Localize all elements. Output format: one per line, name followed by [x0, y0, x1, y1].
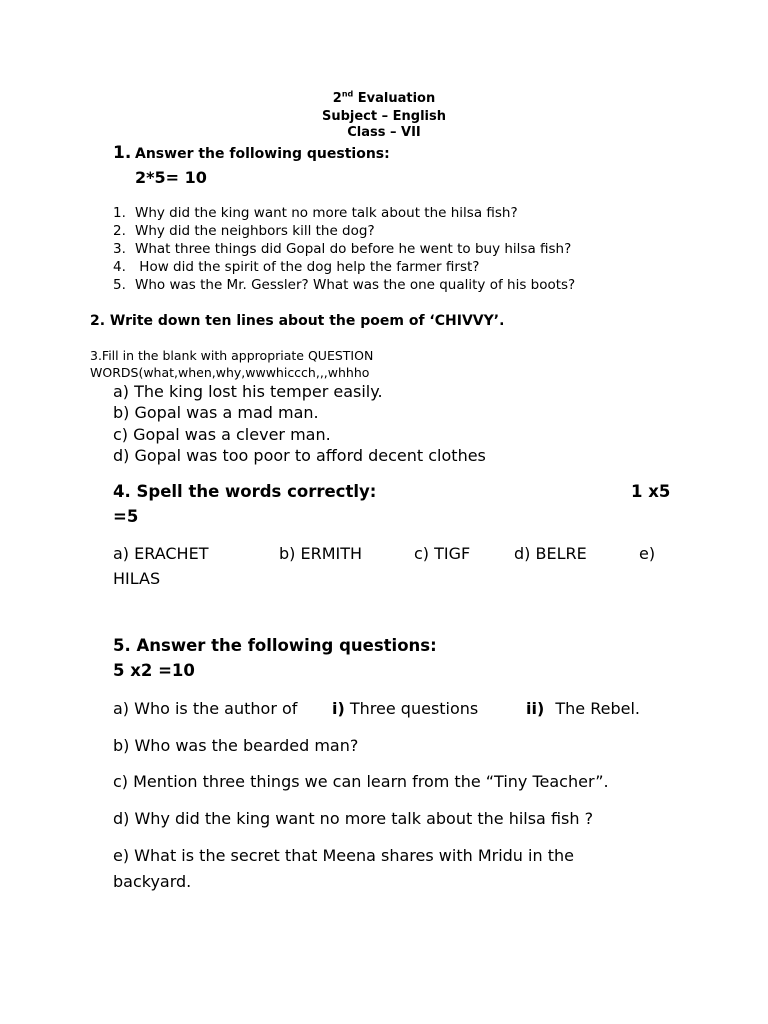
spelling-word: a) ERACHET: [113, 544, 209, 563]
list-item: [113, 276, 575, 294]
evaluation-heading: [0, 91, 768, 106]
part-i-text: Three questions: [349, 699, 479, 718]
section-4-heading: [113, 482, 376, 501]
subject-heading: Subject – English: [321, 109, 446, 124]
section-4-marks-total: =5: [113, 507, 139, 526]
section-1-question-list: [113, 204, 575, 294]
section-4-title: . Spell the words correctly:: [124, 482, 377, 501]
section-1-number: 1.: [113, 143, 132, 163]
question-number: 4.: [113, 259, 126, 275]
question-text: What three things did Gopal do before he went to buy hilsa fish?: [135, 241, 572, 257]
section-5-number: 5: [113, 636, 125, 655]
section-5-question-e-line-2: backyard.: [113, 872, 192, 891]
question-a-part-i: [332, 699, 478, 718]
evaluation-ordinal-suffix: nd: [341, 89, 354, 99]
question-text: Who was the Mr. Gessler? What was the one quality of his boots?: [135, 277, 576, 293]
part-ii-label: ii): [526, 699, 545, 718]
part-ii-text: The Rebel.: [555, 699, 640, 718]
question-a-part-ii: [526, 699, 640, 718]
section-3-item: b) Gopal was a mad man.: [113, 403, 319, 422]
section-5-title: . Answer the following questions:: [124, 636, 437, 655]
section-3-instruction-line-2: WORDS(what,when,why,wwwhiccch,,,whhho: [90, 365, 370, 380]
section-3-item: a) The king lost his temper easily.: [113, 382, 383, 401]
section-5-marks: 5 x2 =10: [113, 661, 195, 680]
class-heading: Class – VII: [347, 125, 421, 140]
list-item: [113, 258, 575, 276]
section-3-instruction-line-1: 3.Fill in the blank with appropriate QUESTION: [90, 348, 374, 363]
spelling-word-wrap: HILAS: [113, 569, 161, 588]
section-5-question-b: b) Who was the bearded man?: [113, 736, 359, 755]
evaluation-label: Evaluation: [357, 91, 436, 106]
section-5-question-a: [113, 699, 297, 718]
spelling-word: c) TIGF: [414, 544, 471, 563]
list-item: [113, 204, 575, 222]
question-text: Why did the neighbors kill the dog?: [135, 223, 375, 239]
part-i-label: i): [332, 699, 345, 718]
spelling-word: e): [639, 544, 656, 563]
section-5-question-e-line-1: e) What is the secret that Meena shares with Mridu in the: [113, 846, 574, 865]
question-text: How did the spirit of the dog help the farmer first?: [135, 259, 480, 275]
question-number: 2.: [113, 223, 126, 239]
question-number: 1.: [113, 205, 126, 221]
section-3-item: d) Gopal was too poor to afford decent clothes: [113, 446, 486, 465]
question-number: 3.: [113, 241, 126, 257]
spelling-word: b) ERMITH: [279, 544, 363, 563]
section-5-question-c: c) Mention three things we can learn from the “Tiny Teacher”.: [113, 772, 609, 791]
section-3-item: c) Gopal was a clever man.: [113, 425, 331, 444]
section-5-question-d: d) Why did the king want no more talk about the hilsa fish ?: [113, 809, 594, 828]
section-4-marks: 1 x5: [631, 482, 671, 501]
section-4-number: 4: [113, 482, 125, 501]
list-item: [113, 222, 575, 240]
question-text: Why did the king want no more talk about the hilsa fish?: [135, 205, 518, 221]
section-2-text: 2. Write down ten lines about the poem of ‘CHIVVY’.: [90, 313, 505, 329]
question-a-prefix: a) Who is the author of: [113, 699, 298, 718]
list-item: [113, 240, 575, 258]
question-number: 5.: [113, 277, 126, 293]
section-1-title: Answer the following questions:: [135, 146, 390, 162]
spelling-word: d) BELRE: [514, 544, 587, 563]
evaluation-number: 2: [332, 91, 342, 106]
section-1-marks: 2*5= 10: [135, 168, 207, 187]
section-5-heading: [113, 636, 437, 655]
